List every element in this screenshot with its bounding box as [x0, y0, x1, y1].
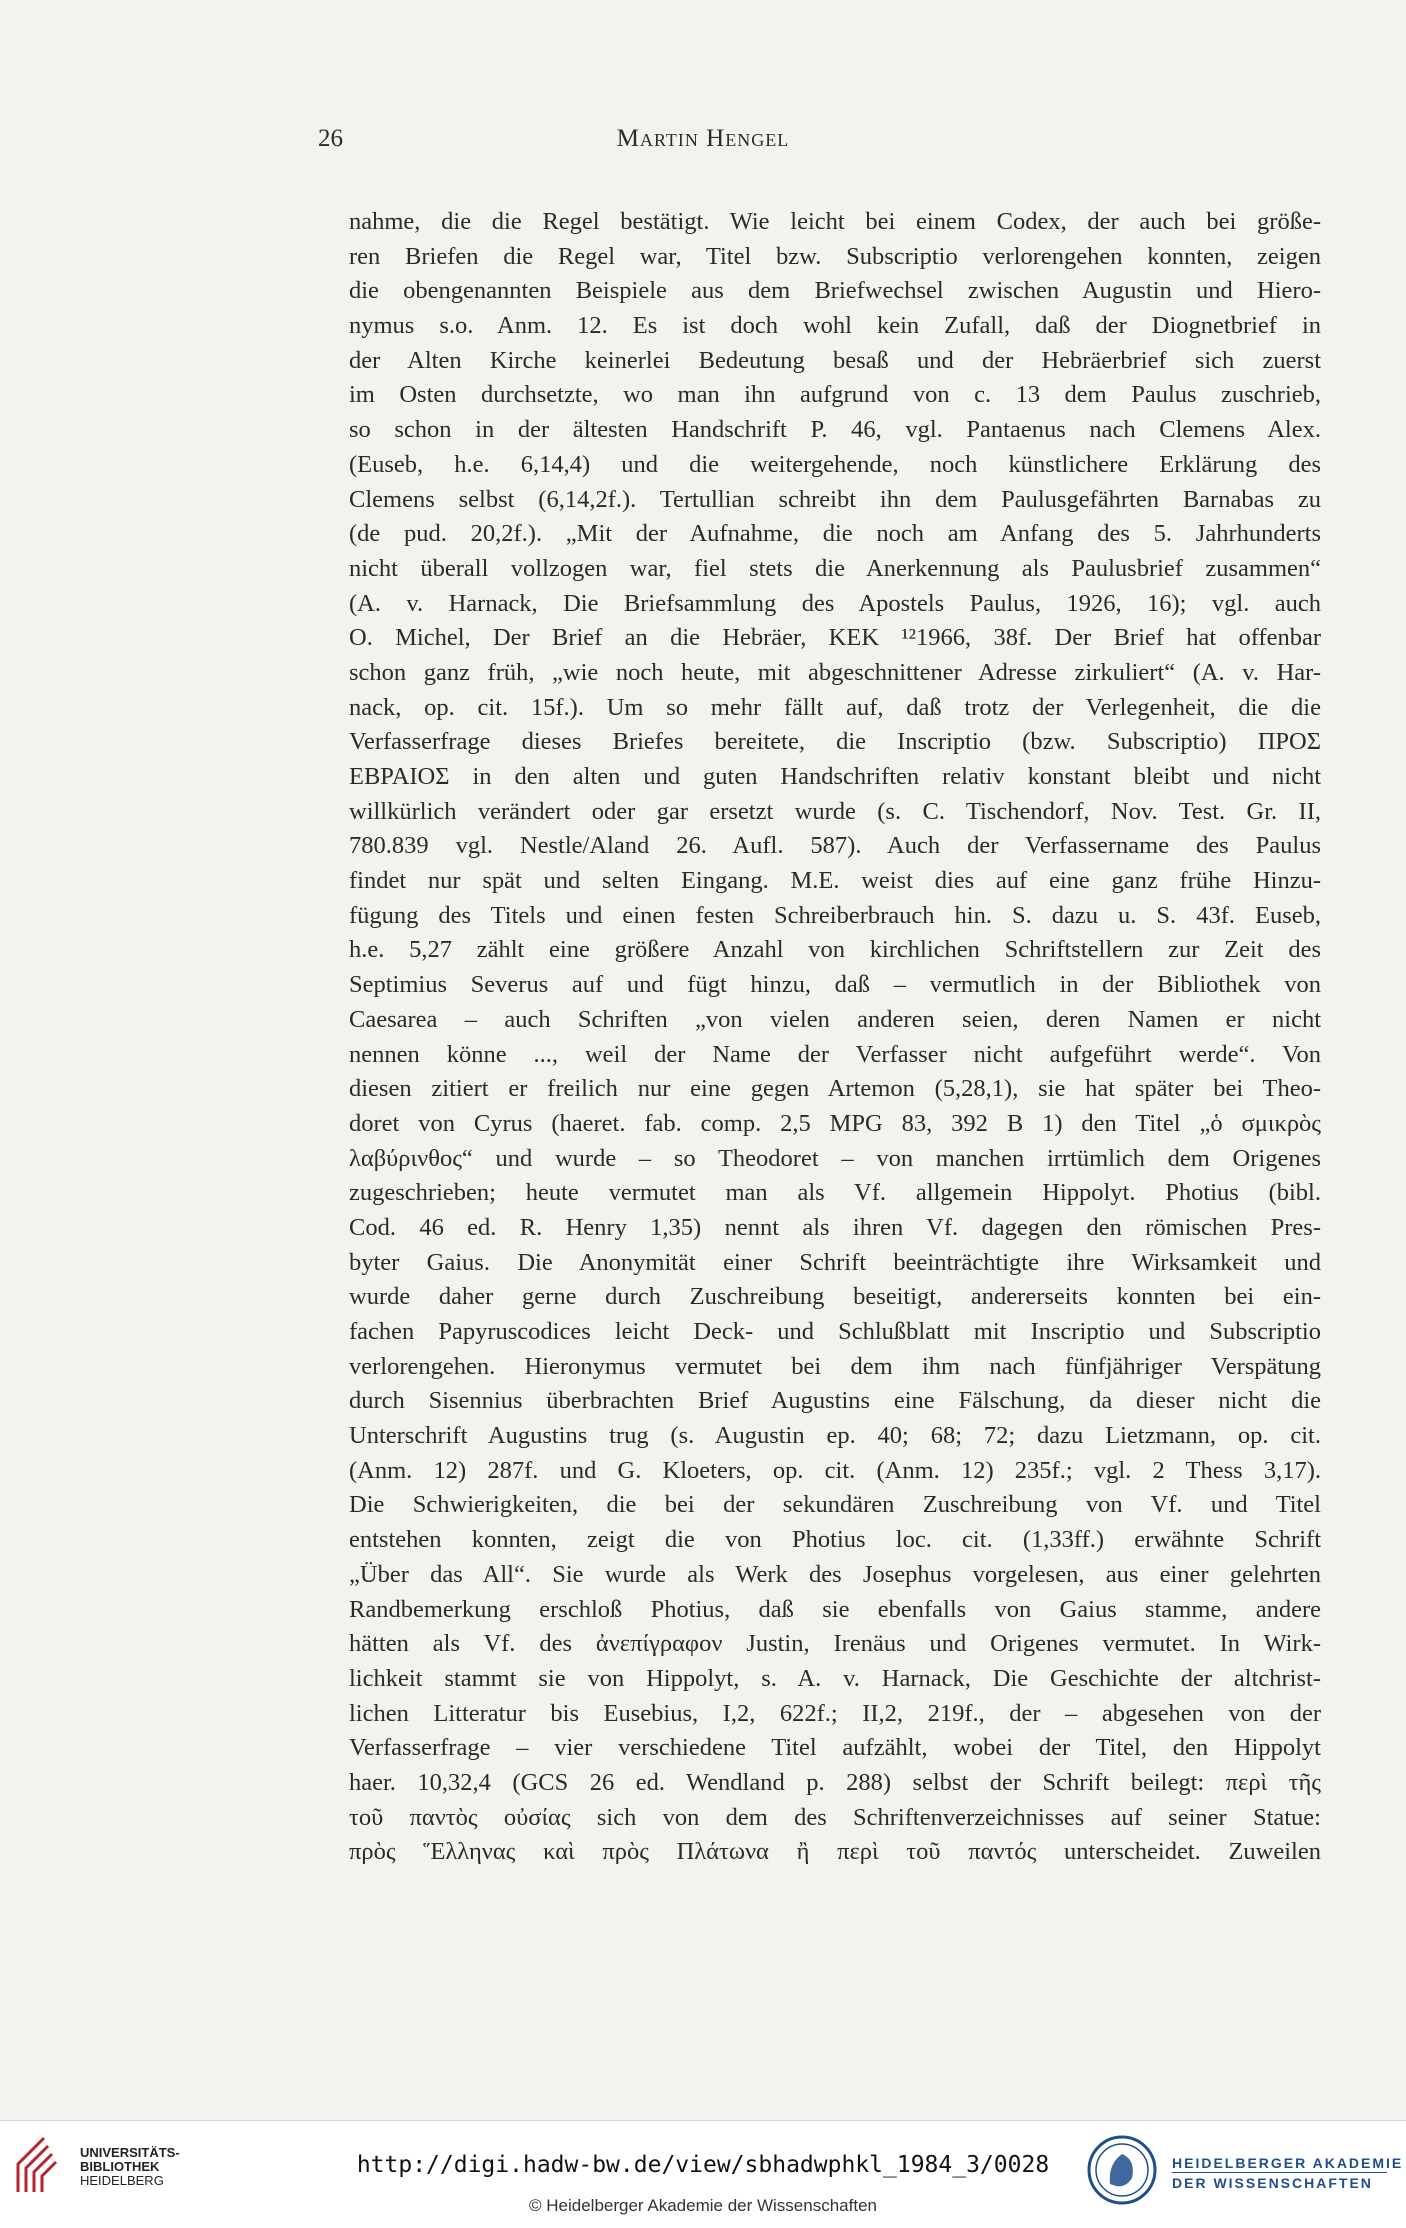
text-line: (Euseb, h.e. 6,14,4) und die weitergehende, noch künstlichere Erklärung des [349, 450, 1321, 478]
text-line: Die Schwierigkeiten, die bei der sekundären Zuschreibung von Vf. und Titel [349, 1491, 1321, 1519]
text-line: durch Sisennius überbrachten Brief Augustins eine Fälschung, da dieser nicht die [349, 1387, 1321, 1415]
text-line: nahme, die die Regel bestätigt. Wie leicht bei einem Codex, der auch bei größe- [349, 208, 1321, 235]
text-line: h.e. 5,27 zählt eine größere Anzahl von kirchlichen Schriftstellern zur Zeit des [349, 936, 1321, 964]
text-line: nennen könne ..., weil der Name der Verfasser nicht aufgeführt werde“. Von [349, 1040, 1321, 1068]
text-line: Randbemerkung erschloß Photius, daß sie ebenfalls von Gaius stamme, andere [349, 1595, 1321, 1623]
copyright-notice: © Heidelberger Akademie der Wissenschaften [529, 2196, 877, 2215]
text-line: πρὸς Ἕλληνας καὶ πρὸς Πλάτωνα ἢ περὶ τοῦ παντός unterscheidet. Zuweilen [349, 1838, 1321, 1866]
text-line: O. Michel, Der Brief an die Hebräer, KEK ¹²1966, 38f. Der Brief hat offenbar [349, 624, 1321, 652]
text-line: (A. v. Harnack, Die Briefsammlung des Apostels Paulus, 1926, 16); vgl. auch [349, 589, 1321, 617]
text-line: Unterschrift Augustins trug (s. Augustin ep. 40; 68; 72; dazu Lietzmann, op. cit. [349, 1422, 1321, 1450]
text-line: nymus s.o. Anm. 12. Es ist doch wohl kein Zufall, daß der Diognetbrief in [349, 312, 1321, 340]
text-line: wurde daher gerne durch Zuschreibung beseitigt, andererseits konnten bei ein- [349, 1283, 1321, 1311]
source-url-link[interactable]: http://digi.hadw-bw.de/view/sbhadwphkl_1984_3/0028 [356, 2152, 1050, 2178]
ub-line-2: BIBLIOTHEK [80, 2159, 160, 2174]
text-line: entstehen konnten, zeigt die von Photius loc. cit. (1,33ff.) erwähnte Schrift [349, 1526, 1321, 1554]
text-line: Clemens selbst (6,14,2f.). Tertullian schreibt ihn dem Paulusgefährten Barnabas zu [349, 485, 1321, 513]
text-line: (Anm. 12) 287f. und G. Kloeters, op. cit. (Anm. 12) 235f.; vgl. 2 Thess 3,17). [349, 1456, 1321, 1484]
text-line: im Osten durchsetzte, wo man ihn aufgrund von c. 13 dem Paulus zuschrieb, [349, 381, 1321, 409]
text-line: willkürlich verändert oder gar ersetzt wurde (s. C. Tischendorf, Nov. Test. Gr. II, [349, 797, 1321, 825]
running-head: Martin Hengel [616, 125, 790, 152]
text-line: verlorengehen. Hieronymus vermutet bei dem ihm nach fünfjähriger Verspätung [349, 1352, 1321, 1380]
page-number: 26 [318, 125, 343, 152]
text-line: findet nur spät und selten Eingang. M.E. weist dies auf eine ganz frühe Hinzu- [349, 867, 1321, 895]
text-line: doret von Cyrus (haeret. fab. comp. 2,5 MPG 83, 392 B 1) den Titel „ὁ σμικρὸς [349, 1109, 1321, 1137]
text-line: nicht überall vollzogen war, fiel stets die Anerkennung als Paulusbrief zusammen“ [349, 554, 1321, 582]
text-line: Cod. 46 ed. R. Henry 1,35) nennt als ihren Vf. dagegen den römischen Pres- [349, 1213, 1321, 1241]
text-line: fügung des Titels und einen festen Schreiberbrauch hin. S. dazu u. S. 43f. Euseb, [349, 901, 1321, 929]
text-line: τοῦ παντὸς οὐσίας sich von dem des Schriftenverzeichnisses auf seiner Statue: [349, 1803, 1321, 1831]
text-line: lichkeit stammt sie von Hippolyt, s. A. v. Harnack, Die Geschichte der altchrist- [349, 1664, 1321, 1692]
hadw-line-1: HEIDELBERGER AKADEMIE [1172, 2155, 1404, 2171]
text-line: lichen Litteratur bis Eusebius, I,2, 622f.; II,2, 219f., der – abgesehen von der [349, 1699, 1321, 1727]
text-line: λαβύρινθος“ und wurde – so Theodoret – von manchen irrtümlich dem Origenes [349, 1144, 1321, 1172]
body-text [349, 205, 1321, 1870]
text-line: so schon in der ältesten Handschrift P. 46, vgl. Pantaenus nach Clemens Alex. [349, 416, 1321, 444]
text-line: schon ganz früh, „wie noch heute, mit abgeschnittener Adresse zirkuliert“ (A. v. Har- [349, 658, 1321, 686]
text-line: Septimius Severus auf und fügt hinzu, daß – vermutlich in der Bibliothek von [349, 971, 1321, 999]
text-line: zugeschrieben; heute vermutet man als Vf. allgemein Hippolyt. Photius (bibl. [349, 1179, 1321, 1207]
text-line: ren Briefen die Regel war, Titel bzw. Subscriptio verlorengehen konnten, zeigen [349, 242, 1321, 270]
academy-rule [1172, 2172, 1387, 2173]
text-line: (de pud. 20,2f.). „Mit der Aufnahme, die noch am Anfang des 5. Jahrhunderts [349, 520, 1321, 548]
text-line: haer. 10,32,4 (GCS 26 ed. Wendland p. 288) selbst der Schrift beilegt: περὶ τῆς [349, 1768, 1321, 1796]
text-line: fachen Papyruscodices leicht Deck- und Schlußblatt mit Inscriptio und Subscriptio [349, 1318, 1321, 1345]
text-line: 780.839 vgl. Nestle/Aland 26. Aufl. 587). Auch der Verfassername des Paulus [349, 832, 1321, 860]
text-line: Verfasserfrage – vier verschiedene Titel aufzählt, wobei der Titel, den Hippolyt [349, 1734, 1321, 1762]
text-line: ΕΒΡΑΙΟΣ in den alten und guten Handschriften relativ konstant bleibt und nicht [349, 763, 1321, 790]
academy-seal-icon [1086, 2134, 1158, 2206]
text-line: byter Gaius. Die Anonymität einer Schrift beeinträchtigte ihre Wirksamkeit und [349, 1248, 1321, 1276]
academy-label [1172, 2155, 1403, 2191]
text-line: Verfasserfrage dieses Briefes bereitete, die Inscriptio (bzw. Subscriptio) ΠΡΟΣ [349, 728, 1321, 756]
text-line: der Alten Kirche keinerlei Bedeutung besaß und der Hebräerbrief sich zuerst [349, 346, 1321, 374]
hadw-line-2: DER WISSENSCHAFTEN [1172, 2175, 1373, 2191]
text-line: diesen zitiert er freilich nur eine gegen Artemon (5,28,1), sie hat später bei Theo- [349, 1075, 1321, 1103]
text-line: Caesarea – auch Schriften „von vielen anderen seien, deren Namen er nicht [349, 1005, 1321, 1033]
ub-line-3: HEIDELBERG [80, 2173, 164, 2188]
text-line: hätten als Vf. des ἀνεπίγραφον Justin, Irenäus und Origenes vermutet. In Wirk- [349, 1630, 1321, 1658]
text-line: die obengenannten Beispiele aus dem Briefwechsel zwischen Augustin und Hiero- [349, 277, 1321, 305]
text-line: nack, op. cit. 15f.). Um so mehr fällt auf, daß trotz der Verlegenheit, die die [349, 693, 1321, 721]
text-line: „Über das All“. Sie wurde als Werk des Josephus vorgelesen, aus einer gelehrten [349, 1560, 1321, 1588]
ub-line-1: UNIVERSITÄTS- [80, 2145, 180, 2160]
